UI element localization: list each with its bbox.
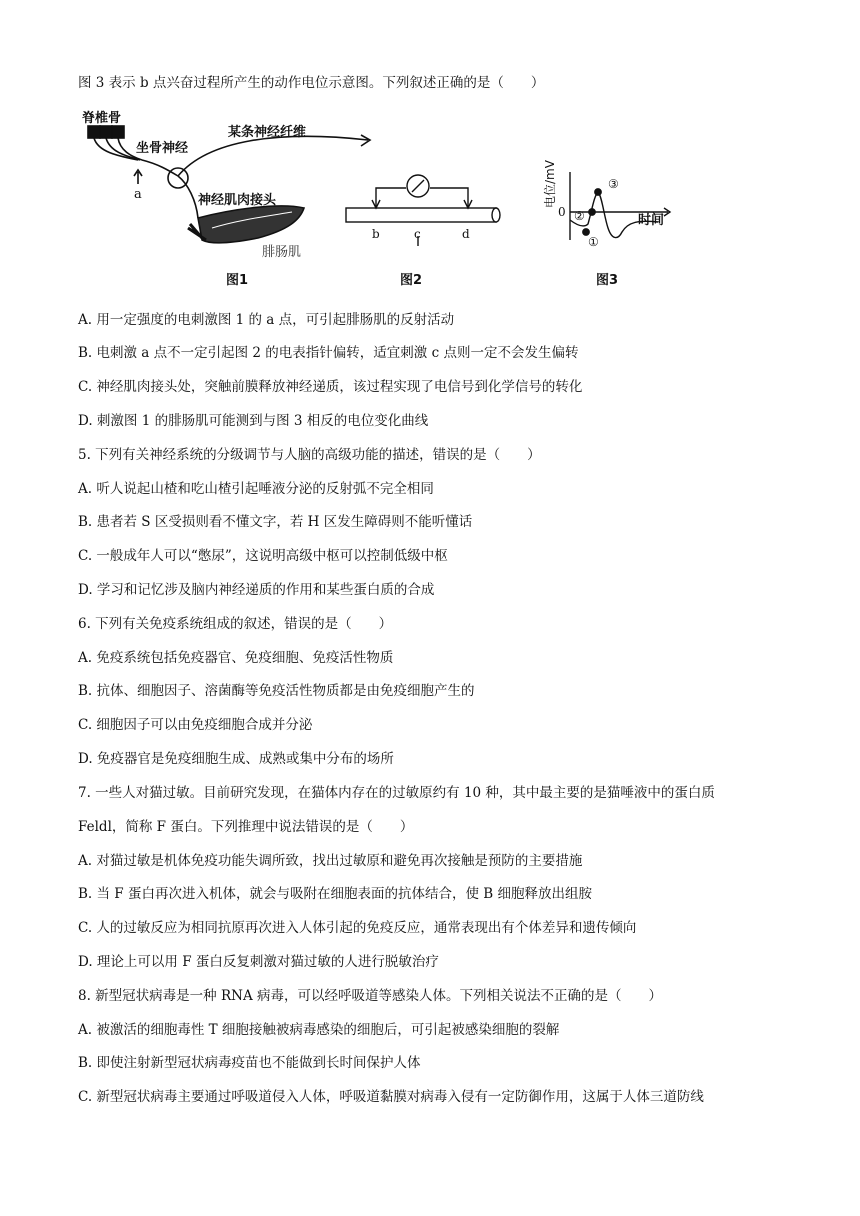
text-line: C. 神经肌肉接头处，突触前膜释放神经递质，该过程实现了电信号到化学信号的转化 [78, 379, 583, 395]
wire-right [430, 188, 468, 208]
question-intro: 图 3 表示 b 点兴奋过程所产生的动作电位示意图。下列叙述正确的是（ ） [78, 75, 545, 91]
caption-fig1: 图1 [226, 273, 249, 288]
label-a: a [134, 187, 142, 202]
vertebra-2 [100, 126, 112, 138]
text-line: 8. 新型冠状病毒是一种 RNA 病毒，可以经呼吸道等感染人体。下列相关说法不正确的是（ ） [78, 988, 662, 1004]
vertebra-1 [88, 126, 100, 138]
sciatic-nerve [142, 160, 198, 218]
text-line: 6. 下列有关免疫系统组成的叙述，错误的是（ ） [78, 616, 393, 632]
text-line: A. 被激活的细胞毒性 T 细胞接触被病毒感染的细胞后，可引起被感染细胞的裂解 [78, 1022, 560, 1038]
text-line: C. 新型冠状病毒主要通过呼吸道侵入人体，呼吸道黏膜对病毒入侵有一定防御作用，这属于人体三道防线 [78, 1089, 704, 1105]
tube-end [492, 208, 500, 222]
text-line: A. 用一定强度的电刺激图 1 的 a 点，可引起腓肠肌的反射活动 [78, 312, 455, 328]
text-line: A. 听人说起山楂和吃山楂引起唾液分泌的反射弧不完全相同 [78, 481, 434, 497]
figure-2 [346, 175, 500, 246]
fig3-zero: 0 [558, 205, 566, 219]
label-sciatic: 坐骨神经 [136, 141, 189, 156]
text-line: C. 细胞因子可以由免疫细胞合成并分泌 [78, 717, 313, 733]
fig3-xlabel: 时间 [638, 213, 665, 228]
point-3 [595, 189, 601, 195]
text-line: 5. 下列有关神经系统的分级调节与人脑的高级功能的描述，错误的是（ ） [78, 447, 541, 463]
muscle-shape [198, 206, 304, 243]
text-line: Feldl，简称 F 蛋白。下列推理中说法错误的是（ ） [78, 819, 414, 835]
label-b: b [372, 227, 380, 241]
label-c: c [414, 227, 421, 241]
wire-left [376, 188, 406, 208]
junction-circle [168, 168, 188, 188]
text-line: D. 理论上可以用 F 蛋白反复刺激对猫过敏的人进行脱敏治疗 [78, 954, 439, 970]
label-muscle: 腓肠肌 [262, 245, 302, 260]
caption-fig3: 图3 [596, 273, 619, 288]
text-line: B. 当 F 蛋白再次进入机体，就会与吸附在细胞表面的抗体结合，使 B 细胞释放出组胺 [78, 886, 592, 902]
text-line: C. 一般成年人可以“憋尿”，这说明高级中枢可以控制低级中枢 [78, 548, 448, 564]
text-line: B. 电刺激 a 点不一定引起图 2 的电表指针偏转，适宜刺激 c 点则一定不会发生偏转 [78, 345, 579, 361]
fig3-ylabel: 电位/mV [543, 160, 557, 208]
text-line: A. 免疫系统包括免疫器官、免疫细胞、免疫活性物质 [78, 650, 394, 666]
text-line: A. 对猫过敏是机体免疫功能失调所致，找出过敏原和避免再次接触是预防的主要措施 [78, 853, 583, 869]
arrow-a [134, 170, 142, 184]
text-line: B. 即使注射新型冠状病毒疫苗也不能做到长时间保护人体 [78, 1055, 421, 1071]
label-junction: 神经肌肉接头 [198, 193, 277, 208]
figure-group [78, 100, 698, 300]
text-line: C. 人的过敏反应为相同抗原再次进入人体引起的免疫反应，通常表现出有个体差异和遗传倾向 [78, 920, 637, 936]
label-point-2: ② [574, 209, 585, 223]
point-2 [589, 209, 595, 215]
caption-fig2: 图2 [400, 273, 423, 288]
nerve-fiber-tube [346, 208, 496, 222]
text-line: D. 免疫器官是免疫细胞生成、成熟或集中分布的场所 [78, 751, 394, 767]
text-line: B. 患者若 S 区受损则看不懂文字，若 H 区发生障碍则不能听懂话 [78, 514, 473, 530]
label-spine: 脊椎骨 [82, 111, 122, 126]
figures-svg [78, 100, 698, 300]
nerve-fiber-line [178, 136, 368, 176]
label-point-3: ③ [608, 177, 619, 191]
figure-3 [570, 172, 670, 240]
text-line: D. 学习和记忆涉及脑内神经递质的作用和某些蛋白质的合成 [78, 582, 435, 598]
vertebra-3 [112, 126, 124, 138]
label-fiber: 某条神经纤维 [228, 125, 307, 140]
text-line: 7. 一些人对猫过敏。目前研究发现，在猫体内存在的过敏原约有 10 种，其中最主要的是猫唾液中的蛋白质 [78, 785, 715, 801]
figure-1 [88, 126, 370, 243]
label-point-1: ① [588, 235, 599, 249]
text-line: D. 刺激图 1 的腓肠肌可能测到与图 3 相反的电位变化曲线 [78, 413, 429, 429]
text-line: B. 抗体、细胞因子、溶菌酶等免疫活性物质都是由免疫细胞产生的 [78, 683, 475, 699]
label-d: d [462, 227, 470, 241]
